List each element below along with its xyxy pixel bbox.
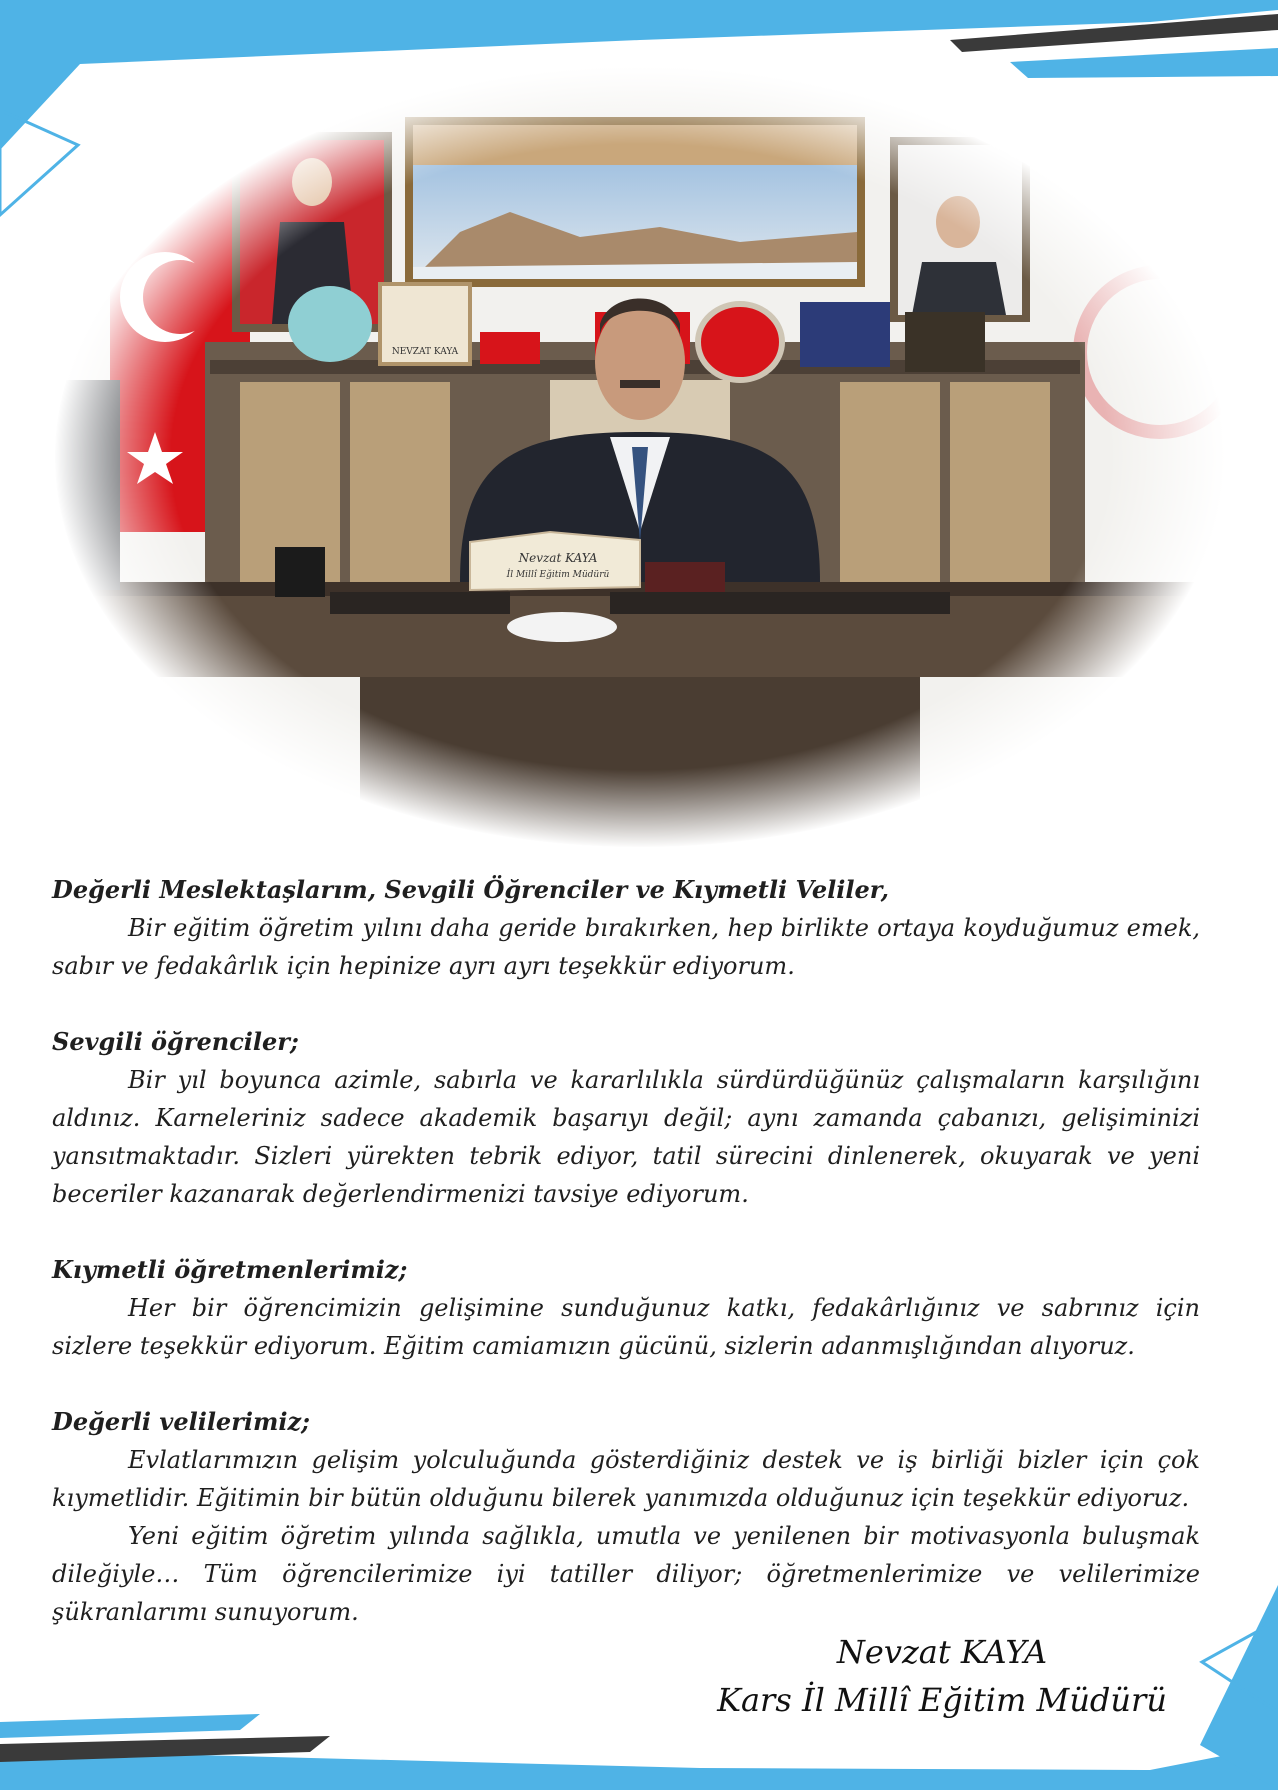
letter-body <box>52 871 1200 1631</box>
teachers-heading: Kıymetli öğretmenlerimiz; <box>52 1255 408 1284</box>
teachers-paragraph: Her bir öğrencimizin gelişimine sunduğunuz katkı, fedakârlığınız ve sabrınız için sizlere teşekkür ediyorum. Eğitim camiamızın gücünü, sizlerin adanmışlığından alıyoruz. <box>52 1294 1200 1360</box>
signature-name: Nevzat KAYA <box>836 1633 1048 1671</box>
office-photo <box>40 62 1240 852</box>
parents-heading: Değerli velilerimiz; <box>52 1407 310 1436</box>
bottom-left-blue-stripe <box>0 1714 260 1738</box>
signature-title: Kars İl Millî Eğitim Müdürü <box>717 1681 1167 1719</box>
parents-paragraph: Evlatlarımızın gelişim yolculuğunda gösterdiğiniz destek ve iş birliği bizler için çok kıymetlidir. Eğitimin bir bütün olduğunu bilerek yanımızda olduğunuz için teşekkür ediyoruz. <box>52 1446 1200 1512</box>
students-paragraph: Bir yıl boyunca azimle, sabırla ve kararlılıkla sürdürdüğünüz çalışmaların karşılığını aldınız. Karneleriniz sadece akademik başarıyı değil; aynı zamanda çabanızı, gelişiminizi yansıtmaktadır. Sizleri yürekten tebrik ediyor, tatil sürecini dinlenerek, okuyarak ve yeni beceriler kazanarak değerlendirmenizi tavsiye ediyorum. <box>52 1066 1200 1208</box>
signature-block <box>692 1628 1192 1724</box>
intro-paragraph: Bir eğitim öğretim yılını daha geride bırakırken, hep birlikte ortaya koyduğumuz emek, sabır ve fedakârlık için hepinize ayrı ayrı teşekkür ediyorum. <box>52 914 1200 980</box>
closing-paragraph: Yeni eğitim öğretim yılında sağlıkla, umutla ve yenilenen bir motivasyonla buluşmak dileğiyle… Tüm öğrencilerimize iyi tatiller diliyor; öğretmenlerimize ve velilerimize şükranlarımı sunuyorum. <box>52 1522 1200 1626</box>
students-heading: Sevgili öğrenciler; <box>52 1027 299 1056</box>
salutation: Değerli Meslektaşlarım, Sevgili Öğrenciler ve Kıymetli Veliler, <box>52 875 890 904</box>
